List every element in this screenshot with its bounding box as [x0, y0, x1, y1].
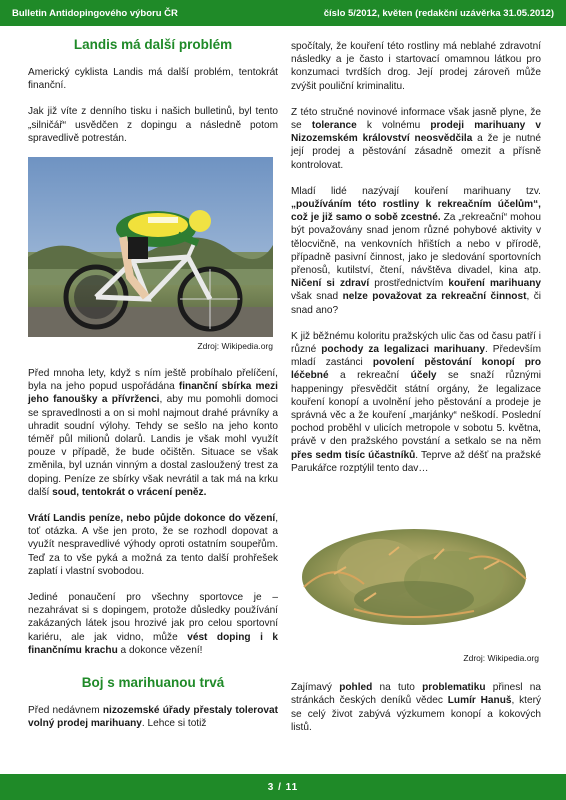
text-run-bold: finanční sbírka mezi jeho fanoušky a přívrženci [28, 381, 278, 406]
text-run-bold: pochody za legalizaci marihuany [321, 344, 485, 356]
text-run: Z této stručné novinové informace však jasně plyne, že se [291, 106, 541, 132]
text-run-bold: nizozemské úřady přestaly tolerovat volný prodej marihuany [28, 705, 278, 730]
photo-caption-1: Zdroj: Wikipedia.org [197, 341, 273, 352]
landis-paragraph-2: Jak již víte z denního tisku i našich bulletinů, byl tento „silničář“ usvědčen z dopingu a následně potom spravedlivě potrestán. [28, 106, 278, 144]
text-run-bold: prodeji marihuany v Nizozemském království neosvědčila [291, 120, 542, 145]
cannabis-bud-photo [294, 489, 539, 649]
text-run: . Především mladí zastánci [291, 344, 541, 369]
bulletin-title: Bulletin Antidopingového výboru ČR [12, 7, 178, 19]
text-run-bold: tolerance [311, 120, 357, 132]
text-run-bold: vést doping i k finančnímu krachu [28, 631, 279, 656]
text-run: Jediné ponaučení pro všechny sportovce je – nezahrávat si s dopingem, protože důsledky používání zakázaných látek jsou hrozivé jak pro celou sportovní kariéru, ale jak vidno, může [28, 592, 278, 643]
text-run-bold: přes sedm tisíc účastníků [291, 449, 416, 461]
page-number: 3 / 11 [267, 781, 299, 793]
text-run: Před mnoha lety, když s ním ještě probíhalo přelíčení, byla na jeho popud uspořádána [28, 368, 278, 393]
text-run-bold: Ničení si zdraví [291, 278, 370, 290]
text-run: se snaží různými happeningy přesvědčit státní orgány, že legalizace kouření konopí a uvolnění jeho pěstování a prodeje je správná věc a že kouření „marjánky“ neškodí. Poslední pochod proběhl v ulicích metropole v sobotu 5. května, právě v den pražského povstání a setkalo se na něm [291, 370, 541, 448]
text-run: a dokonce vězení! [117, 644, 203, 656]
article-heading-marihuana: Boj s marihuanou trvá [81, 675, 225, 691]
text-run: . Lehce si totiž [141, 718, 207, 730]
text-run: , či snad ano? [291, 291, 541, 316]
landis-intro: Americký cyklista Landis má další problém, tentokrát finanční. [28, 67, 278, 92]
bulletin-header [0, 0, 566, 26]
marihuana-paragraph-1 [28, 704, 278, 730]
issue-info: číslo 5/2012, květen (redakční uzávěrka 31.05.2012) [323, 7, 554, 19]
text-run-bold: problematiku [422, 682, 486, 694]
page-footer [0, 774, 566, 800]
text-run-bold: povolení pěstování konopí pro léčebné [291, 357, 541, 382]
text-run: Zajímavý [291, 682, 340, 694]
marihuana-paragraph-3 [291, 106, 541, 172]
landis-paragraph-5 [28, 591, 278, 657]
text-run: prostřednictvím [369, 278, 449, 290]
text-run: Mladí lidé nazývají kouření marihuany tzv. [291, 185, 541, 197]
marihuana-paragraph-4 [291, 185, 541, 317]
text-run: a že je nutné její prodej a pěstování zásadně omezit a přísně kontrolovat. [291, 133, 541, 171]
text-run: však snad [291, 291, 343, 303]
landis-paragraph-3 [28, 367, 278, 499]
text-run: Před nedávnem [28, 705, 103, 717]
text-run: na tuto [372, 682, 423, 694]
marihuana-paragraph-2: spočítaly, že kouření této rostliny má neblahé zdravotní následky a je často i startovací omamnou látkou pro konzumaci tvrdších drog. Její prodej zároveň může zvýšit pouliční kriminalitu. [291, 41, 541, 92]
text-run: . Teprve až déšť na pražské Parukářce rozptýlil tento dav… [291, 449, 541, 474]
text-run-bold: „používáním této rostliny k rekreačním účelům“, což je již samo o sobě zcestné. [291, 199, 541, 224]
text-run: K již běžnému koloritu pražských ulic čas od času patří i různé [291, 330, 541, 356]
text-run-bold: Lumír Hanuš [447, 695, 512, 707]
right-column [291, 40, 541, 747]
text-run-bold: pohled [339, 682, 373, 694]
marihuana-paragraph-6 [291, 681, 541, 734]
text-run: , aby mu pomohli domoci se spravedlnosti a on si mohl najmout drahé právníky a uhradit soudní výlohy. Tehdy se sešlo na jeho konto téměř půl milionů dolarů. Landis je však mohl využít pouze v případě, že bude očištěn. Situace se však změnila, byl uznán vinným a dostal zasloužený trest za doping. Peníze ze sbírky však nevrátil a tak má na krku další [28, 394, 278, 498]
text-run-bold: účely [410, 370, 437, 382]
landis-paragraph-4 [28, 512, 278, 578]
text-run: , který se celý život zabývá výzkumem konopí a kokových listů. [291, 695, 541, 733]
photo-caption-2: Zdroj: Wikipedia.org [463, 653, 539, 664]
text-run: , toť otázka. A vše jen proto, že se rozhodl dopovat a využít nespravedlivé výhody oproti ostatním soupeřům. Teď za to vše pyká a možná za tento další prohřešek zaplatí i vlastní svobodou. [28, 513, 278, 577]
text-run-bold: Vrátí Landis peníze, nebo půjde dokonce do vězení [28, 513, 276, 525]
article-heading-landis: Landis má další problém [73, 37, 233, 52]
text-run-bold: soud, tentokrát o vrácení peněz. [52, 486, 207, 498]
text-run-bold: nelze považovat za rekreační činnost [342, 291, 527, 303]
text-run: a rekreační [328, 370, 411, 382]
marihuana-paragraph-5 [291, 330, 541, 475]
cyclist-photo [28, 157, 273, 337]
text-run-bold: kouření marihuany [448, 278, 541, 290]
text-run: přinesl na stránkách českých deníků vědec [291, 682, 541, 707]
text-run: k volnému [356, 120, 431, 132]
left-column [28, 33, 278, 743]
text-run: Za „rekreační“ mohou být považovány snad jenom různé pohybové aktivity v tělocvičně, na venkovních hřištích a nebo v přírodě, případně pasivní činnost, jako je sledování sportovních přenosů, kutilství, čtení, návštěva divadel, kina atp. [291, 212, 542, 277]
